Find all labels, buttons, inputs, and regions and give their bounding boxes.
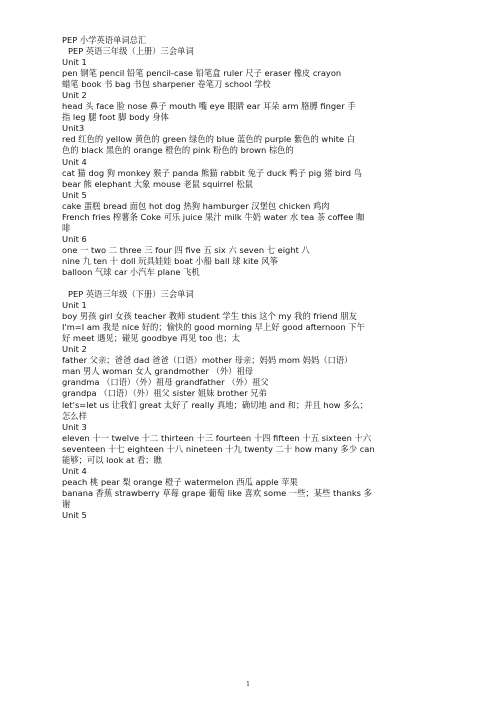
vocab-line: 色的 black 黑色的 orange 橙色的 pink 粉色的 brown 棕色的 (62, 145, 294, 156)
vocab-line: peach 桃 pear 梨 orange 橙子 watermelon 西瓜 apple 苹果 (62, 476, 298, 487)
vocab-line: grandma （口语）（外）祖母 grandfather （外）祖父 (62, 377, 269, 388)
unit-heading: Unit 6 (62, 233, 87, 244)
vocab-line: 怎么样 (62, 410, 87, 421)
vocab-line: 蜡笔 book 书 bag 书包 sharpener 卷笔刀 school 学校 (62, 79, 271, 90)
unit-heading: Unit 1 (62, 57, 87, 68)
page-number: 1 (246, 681, 250, 688)
vocab-line: head 头 face 脸 nose 鼻子 mouth 嘴 eye 眼睛 ear 耳朵 arm 胳膊 finger 手 (62, 101, 356, 112)
vocab-line: 能够；可以 look at 看；瞧 (62, 454, 162, 465)
vocab-line: balloon 气球 car 小汽车 plane 飞机 (62, 266, 200, 277)
blank-line (62, 278, 438, 289)
unit-heading: Unit 5 (62, 509, 87, 520)
vocab-line: one 一 two 二 three 三 four 四 five 五 six 六 seven 七 eight 八 (62, 244, 310, 255)
word-list (62, 35, 438, 521)
vocab-line: 啡 (62, 222, 71, 233)
vocab-line: 指 leg 腿 foot 脚 body 身体 (62, 112, 169, 123)
vocab-line: pen 钢笔 pencil 铅笔 pencil-case 铅笔盒 ruler 尺子 eraser 橡皮 crayon (62, 68, 342, 79)
unit-heading: Unit 5 (62, 189, 87, 200)
vocab-line: let's=let us 让我们 great 太好了 really 真地；确切地 and 和；并且 how 多么； (62, 399, 369, 410)
unit-heading: Unit 4 (62, 156, 87, 167)
unit-heading: Unit3 (62, 123, 85, 134)
section-heading-grade3-book2: PEP 英语三年级（下册）三会单词 (68, 289, 194, 300)
unit-heading: Unit 3 (62, 421, 87, 432)
unit-heading: Unit 1 (62, 300, 87, 311)
vocab-line: nine 九 ten 十 doll 玩具娃娃 boat 小船 ball 球 kite 风筝 (62, 255, 278, 266)
vocab-line: cat 猫 dog 狗 monkey 猴子 panda 熊猫 rabbit 兔子 duck 鸭子 pig 猪 bird 鸟 (62, 167, 362, 178)
vocab-line: banana 香蕉 strawberry 草莓 grape 葡萄 like 喜欢 some 一些；某些 thanks 多 (62, 487, 372, 498)
vocab-line: seventeen 十七 eighteen 十八 nineteen 十九 twenty 二十 how many 多少 can (62, 443, 375, 454)
vocab-line: 好 meet 遇见；碰见 goodbye 再见 too 也；太 (62, 333, 241, 344)
vocab-line: red 红色的 yellow 黄色的 green 绿色的 blue 蓝色的 purple 紫色的 white 白 (62, 134, 356, 145)
vocab-line: 谢 (62, 498, 71, 509)
vocab-line: cake 蛋糕 bread 面包 hot dog 热狗 hamburger 汉堡包 chicken 鸡肉 (62, 200, 330, 211)
vocab-line: grandpa （口语）（外）祖父 sister 姐妹 brother 兄弟 (62, 388, 267, 399)
section-heading-grade3-book1: PEP 英语三年级（上册）三会单词 (68, 46, 194, 57)
vocab-line: boy 男孩 girl 女孩 teacher 教师 student 学生 this 这个 my 我的 friend 朋友 (62, 311, 357, 322)
vocab-line: bear 熊 elephant 大象 mouse 老鼠 squirrel 松鼠 (62, 178, 253, 189)
document-title: PEP 小学英语单词总汇 (62, 35, 147, 45)
vocab-line: man 男人 woman 女人 grandmother （外）祖母 (62, 366, 254, 377)
unit-heading: Unit 2 (62, 90, 87, 101)
unit-heading: Unit 2 (62, 344, 87, 355)
vocab-line: I'm=I am 我是 nice 好的；愉快的 good morning 早上好 good afternoon 下午 (62, 322, 365, 333)
vocab-line: French fries 榨薯条 Coke 可乐 juice 果汁 milk 牛奶 water 水 tea 茶 coffee 咖 (62, 211, 365, 222)
unit-heading: Unit 4 (62, 465, 87, 476)
vocab-line: eleven 十一 twelve 十二 thirteen 十三 fourteen 十四 fifteen 十五 sixteen 十六 (62, 432, 372, 443)
vocab-line: father 父亲；爸爸 dad 爸爸（口语）mother 母亲；妈妈 mom 妈妈（口语） (62, 355, 353, 366)
